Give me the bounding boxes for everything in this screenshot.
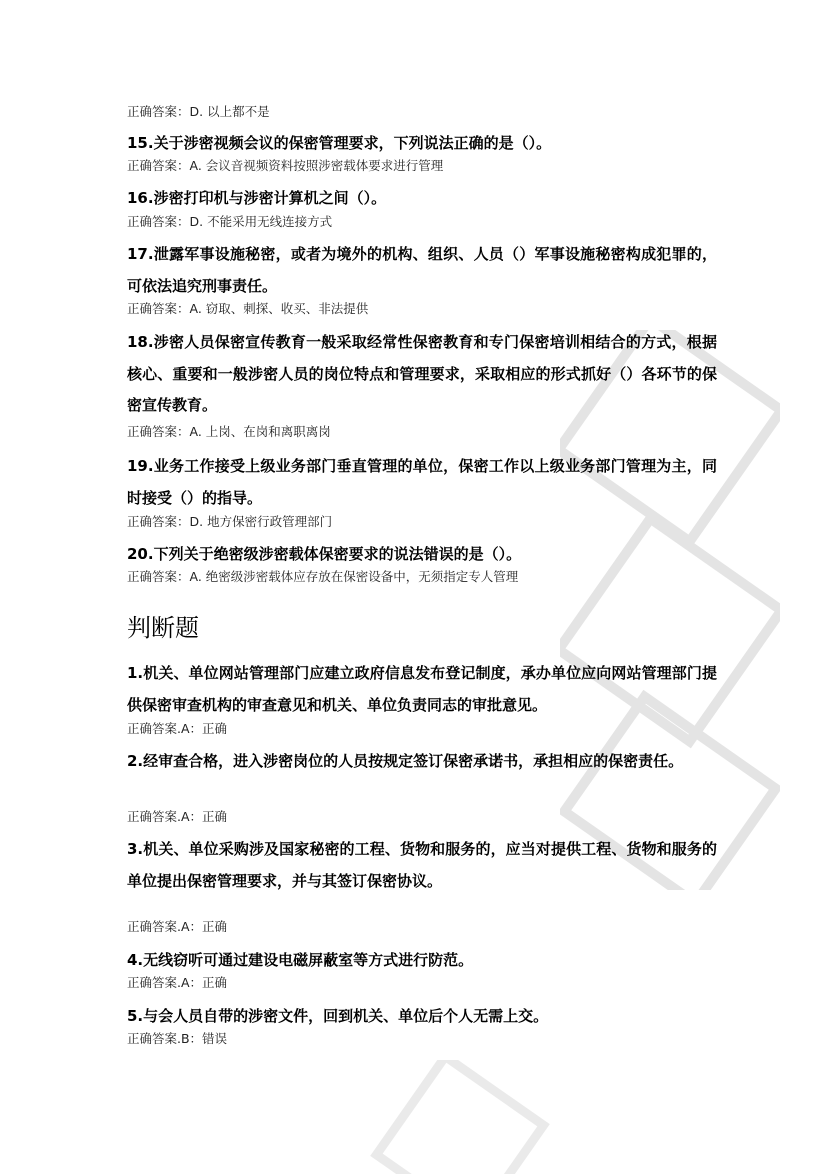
tf-question-5: 5.与会人员自带的涉密文件，回到机关、单位后个人无需上交。: [127, 1007, 549, 1025]
question-18: 18.涉密人员保密宣传教育一般采取经常性保密教育和专门保密培训相结合的方式，根据核心、重要和一般涉密人员的岗位特点和管理要求，采取相应的形式抓好（）各环节的保密宣传教育。: [127, 333, 717, 414]
question-text: 下列关于绝密级涉密载体保密要求的说法错误的是（）。: [153, 545, 522, 563]
question-15: 15.关于涉密视频会议的保密管理要求，下列说法正确的是（）。: [127, 134, 552, 152]
answer-line: 正确答案：D. 地方保密行政管理部门: [127, 514, 333, 529]
question-text: 涉密人员保密宣传教育一般采取经常性保密教育和专门保密培训相结合的方式，根据核心、重要和一般涉密人员的岗位特点和管理要求，采取相应的形式抓好（）各环节的保密宣传教育。: [127, 333, 717, 414]
tf-question-2: 2.经审查合格，进入涉密岗位的人员按规定签订保密承诺书，承担相应的保密责任。: [127, 752, 684, 770]
tf-question-1: 1.机关、单位网站管理部门应建立政府信息发布登记制度，承办单位应向网站管理部门提供保密审查机构的审查意见和机关、单位负责同志的审批意见。: [127, 664, 717, 714]
question-20: 20.下列关于绝密级涉密载体保密要求的说法错误的是（）。: [127, 545, 522, 563]
question-text: 经审查合格，进入涉密岗位的人员按规定签订保密承诺书，承担相应的保密责任。: [143, 752, 684, 770]
answer-line: 正确答案：A. 绝密级涉密载体应存放在保密设备中，无须指定专人管理: [127, 569, 519, 584]
tf-question-3: 3.机关、单位采购涉及国家秘密的工程、货物和服务的，应当对提供工程、货物和服务的单位提出保密管理要求，并与其签订保密协议。: [127, 840, 717, 890]
question-text: 与会人员自带的涉密文件，回到机关、单位后个人无需上交。: [143, 1007, 549, 1025]
answer-line: 正确答案：A. 上岗、在岗和离职离岗: [127, 424, 331, 439]
answer-line: 正确答案.A：正确: [127, 809, 228, 824]
tf-question-4: 4.无线窃听可通过建设电磁屏蔽室等方式进行防范。: [127, 951, 474, 969]
question-text: 无线窃听可通过建设电磁屏蔽室等方式进行防范。: [143, 951, 474, 969]
question-text: 机关、单位采购涉及国家秘密的工程、货物和服务的，应当对提供工程、货物和服务的单位提出保密管理要求，并与其签订保密协议。: [127, 840, 717, 890]
answer-line: 正确答案.A：正确: [127, 919, 228, 934]
watermark-logo-lower: [360, 1060, 560, 1174]
answer-line: 正确答案.A：正确: [127, 975, 228, 990]
question-text: 泄露军事设施秘密，或者为境外的机构、组织、人员（）军事设施秘密构成犯罪的，可依法追究刑事责任。: [127, 245, 717, 295]
answer-line: 正确答案.A：正确: [127, 721, 228, 736]
section-title: 判断题: [127, 614, 199, 642]
question-text: 涉密打印机与涉密计算机之间（）。: [153, 189, 387, 207]
answer-line: 正确答案：D. 不能采用无线连接方式: [127, 214, 333, 229]
question-17: 17.泄露军事设施秘密，或者为境外的机构、组织、人员（）军事设施秘密构成犯罪的，可依法追究刑事责任。: [127, 245, 717, 295]
answer-line: 正确答案：A. 窃取、刺探、收买、非法提供: [127, 301, 369, 316]
answer-line: 正确答案：A. 会议音视频资料按照涉密载体要求进行管理: [127, 158, 444, 173]
question-text: 机关、单位网站管理部门应建立政府信息发布登记制度，承办单位应向网站管理部门提供保密审查机构的审查意见和机关、单位负责同志的审批意见。: [127, 664, 717, 714]
question-19: 19.业务工作接受上级业务部门垂直管理的单位，保密工作以上级业务部门管理为主，同时接受（）的指导。: [127, 457, 717, 507]
question-16: 16.涉密打印机与涉密计算机之间（）。: [127, 189, 387, 207]
answer-line: 正确答案：D. 以上都不是: [127, 104, 270, 119]
question-text: 业务工作接受上级业务部门垂直管理的单位，保密工作以上级业务部门管理为主，同时接受（）的指导。: [127, 457, 717, 507]
answer-line: 正确答案.B：错误: [127, 1031, 228, 1046]
question-text: 关于涉密视频会议的保密管理要求，下列说法正确的是（）。: [153, 134, 552, 152]
